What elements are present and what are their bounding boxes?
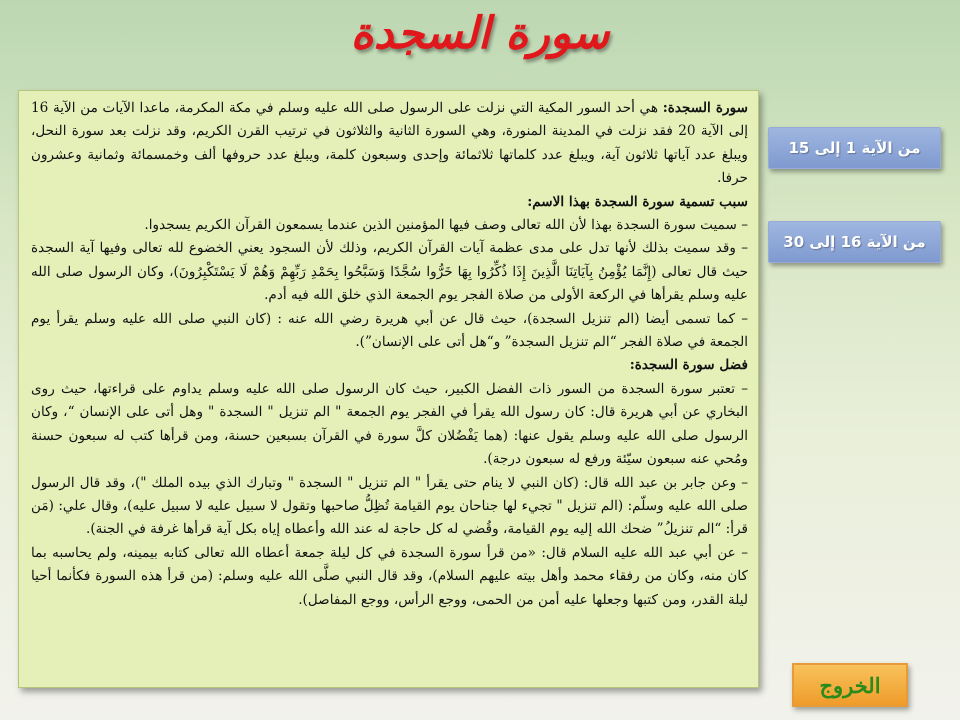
intro-term: سورة السجدة: [662, 100, 748, 116]
naming-heading: سبب تسمية سورة السجدة بهذا الاسم: [527, 193, 748, 210]
virtue-paragraph-3: – عن أبي عبد الله عليه السلام قال: «من قرأ سورة السجدة في كل ليلة جمعة أعطاه الله تعالى كتابه بيمينه، ولم يحاسبه بما كان منه، وكان من رفقاء محمد وأهل بيته عليهم السلام)، وقد قال النبي صلَّى الله عليه وسلم: (من قرأ هذه السورة فكأنما أحيا ليلة القدر، ومن كتبها وجعلها عليه أمن من الحمى، ووجع الرأس، ووجع المفاصل). [31, 544, 748, 608]
virtue-paragraph-1: – تعتبر سورة السجدة من السور ذات الفضل الكبير، حيث كان الرسول صلى الله عليه وسلم يداوم على قراءتها، حيث روى البخاري عن أبي هريرة قال: كان رسول الله يقرأ في الفجر يوم الجمعة " الم تنزيل " السجدة " وهل أتى على الإنسان “، وكان الرسول صلى الله عليه وسلم يقول عنها: (هما يَفْضُلان كلَّ سورة في القرآن بسبعين حسنة، ومن قرأها كتب له سبعون حسنة ومُحي عنه سبعون سيّئة ورفع له سبعون درجة). [31, 380, 748, 468]
virtue-paragraph-2: – وعن جابر بن عبد الله قال: (كان النبي لا ينام حتى يقرأ " الم تنزيل " السجدة " وتبارك الذي بيده الملك ")، وقد قال الرسول صلى الله عليه وسلّم: (الم تنزيل " تجيء لها جناحان يوم القيامة تُظِلُّ صاحبها وتقول لا سبيل عليه لا سبيل عليه)، وقال علي: (مَن قرأ: “الم تنزيلُ” ضحك الله إليه يوم القيامة، وقُضي له كل حاجة له عند الله وأعطاه إياه بكل آية قرأها غرفة في الجنة). [31, 474, 748, 538]
verses-1-15-button[interactable]: من الآية 1 إلى 15 [768, 127, 941, 169]
exit-button[interactable]: الخروج [792, 663, 908, 707]
page-title: سورة السجدة [350, 8, 610, 59]
intro-text: هي أحد السور المكية التي نزلت على الرسول صلى الله عليه وسلم في مكة المكرمة، ماعدا الآيات من الآية 16 إلى الآية 20 فقد نزلت في المدينة المنورة، وهي السورة الثانية والثلاثون في ترتيب القرن الكريم، وقد نزلت بعد سورة النحل، ويبلغ عدد آياتها ثلاثون آية، ويبلغ عدد كلماتها ثلاثمائة وإحدى وسبعون كلمة، ويبلغ عدد حروفها ألف وخمسمائة وثمانية وعشرون حرفا. [31, 100, 749, 187]
virtue-heading: فضل سورة السجدة: [629, 357, 748, 374]
surah-info-panel [18, 90, 759, 688]
naming-paragraph-3: – كما تسمى أيضا (الم تنزيل السجدة)، حيث قال عن أبي هريرة رضي الله عنه : (كان النبي صلى الله عليه وسلم يقرأ يوم الجمعة في صلاة الفجر “الم تنزيل السجدة” و“هل أتى على الإنسان”). [31, 310, 748, 351]
verses-16-30-button[interactable]: من الآية 16 إلى 30 [768, 221, 941, 263]
naming-paragraph-2: – وقد سميت بذلك لأنها تدل على مدى عظمة آيات القرآن الكريم، وذلك لأن السجود يعني الخضوع لله تعالى وفيها آية السجدة حيث قال تعالى (إِنَّمَا يُؤْمِنُ بِآيَاتِنَا الَّذِينَ إِذَا ذُكِّرُوا بِهَا خَرُّوا سُجَّدًا وَسَبَّحُوا بِحَمْدِ رَبِّهِمْ وَهُمْ لَا يَسْتَكْبِرُونَ)، وكان الرسول صلى الله عليه وسلم يقرأها في الركعة الأولى من صلاة الفجر يوم الجمعة الذي خلق الله فيه أدم. [31, 240, 748, 304]
intro-paragraph [31, 97, 748, 191]
naming-paragraph-1: – سميت سورة السجدة بهذا لأن الله تعالى وصف فيها المؤمنين الذين عندما يسمعون القرآن الكريم يسجدوا. [144, 217, 748, 234]
